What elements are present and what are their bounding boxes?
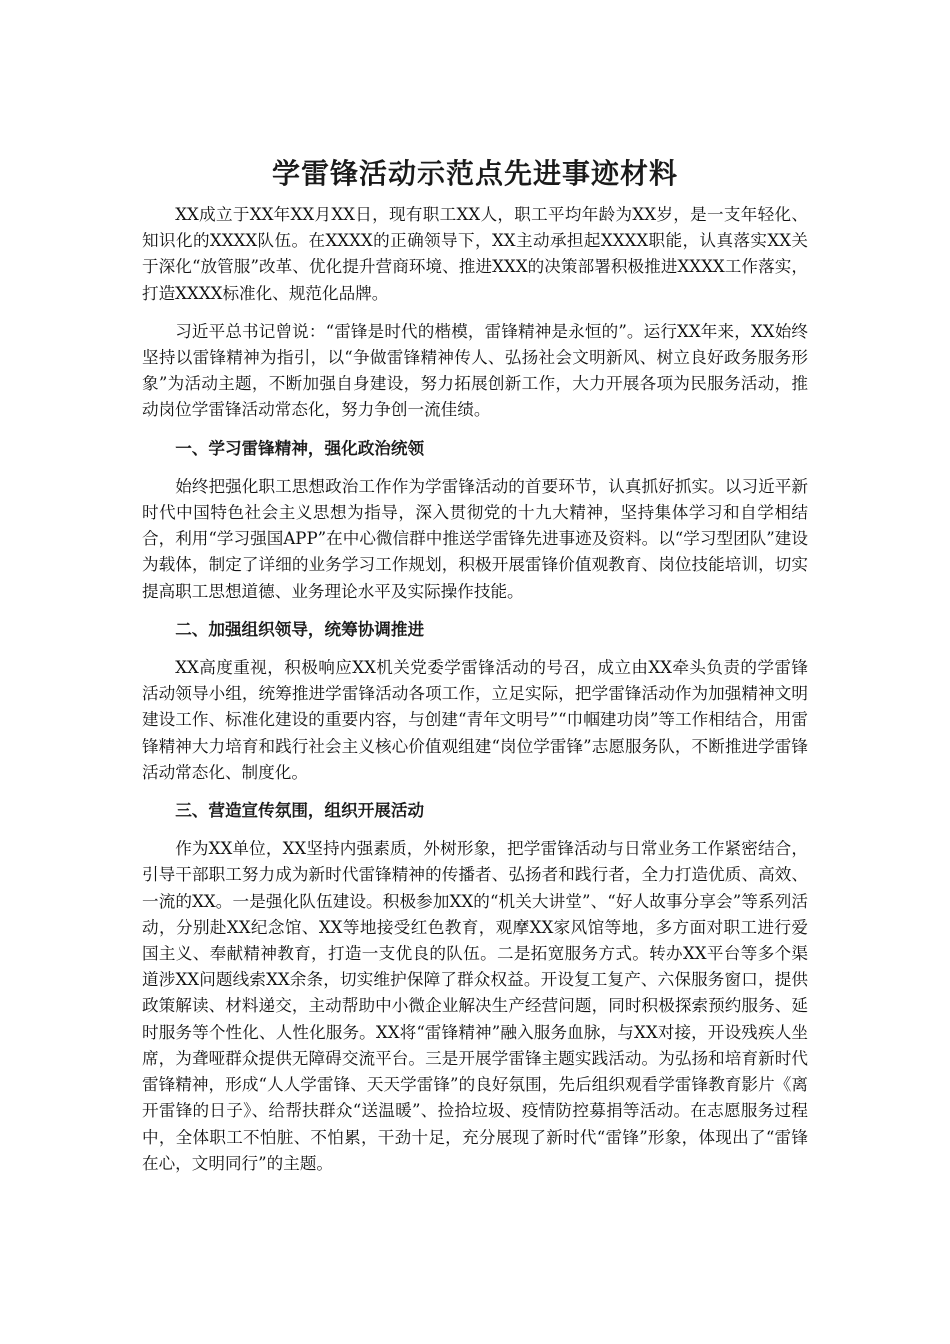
- section-body-3: 作为XX单位，XX坚持内强素质，外树形象，把学雷锋活动与日常业务工作紧密结合，引导干部职工努力成为新时代雷锋精神的传播者、弘扬者和践行者，全力打造优质、高效、一流的XX。一是强化队伍建设。积极参加XX的“机关大讲堂”、“好人故事分享会”等系列活动，分别赴XX纪念馆、XX等地接受红色教育，观摩XX家风馆等地，多方面对职工进行爱国主义、奉献精神教育，打造一支优良的队伍。二是拓宽服务方式。转办XX平台等多个渠道涉XX问题线索XX余条，切实维护保障了群众权益。开设复工复产、六保服务窗口，提供政策解读、材料递交，主动帮助中小微企业解决生产经营问题，同时积极探索预约服务、延时服务等个性化、人性化服务。XX将“雷锋精神”融入服务血脉，与XX对接，开设残疾人坐席，为聋哑群众提供无障碍交流平台。三是开展学雷锋主题实践活动。为弘扬和培育新时代雷锋精神，形成“人人学雷锋、天天学雷锋”的良好氛围，先后组织观看学雷锋教育影片《离开雷锋的日子》、给帮扶群众“送温暖”、捡拾垃圾、疫情防控募捐等活动。在志愿服务过程中，全体职工不怕脏、不怕累，干劲十足，充分展现了新时代“雷锋”形象，体现出了“雷锋在心，文明同行”的主题。: [142, 839, 808, 1173]
- section-heading-1: 一、学习雷锋精神，强化政治统领: [175, 438, 425, 458]
- intro-paragraph-1: XX成立于XX年XX月XX日，现有职工XX人，职工平均年龄为XX岁，是一支年轻化、知识化的XXXX队伍。在XXXX的正确领导下，XX主动承担起XXXX职能，认真落实XX关于深化“放管服”改革、优化提升营商环境、推进XXX的决策部署积极推进XXXX工作落实，打造XXXX标准化、规范化品牌。: [142, 205, 808, 303]
- section-heading-3: 三、营造宣传氛围，组织开展活动: [175, 801, 425, 821]
- intro-paragraph-2: 习近平总书记曾说：“雷锋是时代的楷模，雷锋精神是永恒的”。运行XX年来，XX始终坚持以雷锋精神为指引，以“争做雷锋精神传人、弘扬社会文明新风、树立良好政务服务形象”为活动主题，不断加强自身建设，努力拓展创新工作，大力开展各项为民服务活动，推动岗位学雷锋活动常态化，努力争创一流佳绩。: [142, 321, 808, 420]
- document-title: 学雷锋活动示范点先进事迹材料: [271, 157, 678, 190]
- section-body-2: XX高度重视，积极响应XX机关党委学雷锋活动的号召，成立由XX牵头负责的学雷锋活动领导小组，统筹推进学雷锋活动各项工作，立足实际，把学雷锋活动作为加强精神文明建设工作、标准化建设的重要内容，与创建“青年文明号”“巾帼建功岗”等工作相结合，用雷锋精神大力培育和践行社会主义核心价值观组建“岗位学雷锋”志愿服务队，不断推进学雷锋活动常态化、制度化。: [142, 658, 808, 782]
- section-body-1: 始终把强化职工思想政治工作作为学雷锋活动的首要环节，认真抓好抓实。以习近平新时代中国特色社会主义思想为指导，深入贯彻党的十九大精神，坚持集体学习和自学相结合，利用“学习强国APP”在中心微信群中推送学雷锋先进事迹及资料。以“学习型团队”建设为载体，制定了详细的业务学习工作规划，积极开展雷锋价值观教育、岗位技能培训，切实提高职工思想道德、业务理论水平及实际操作技能。: [142, 476, 808, 601]
- section-heading-2: 二、加强组织领导，统筹协调推进: [175, 619, 425, 639]
- document-page: [142, 148, 808, 1189]
